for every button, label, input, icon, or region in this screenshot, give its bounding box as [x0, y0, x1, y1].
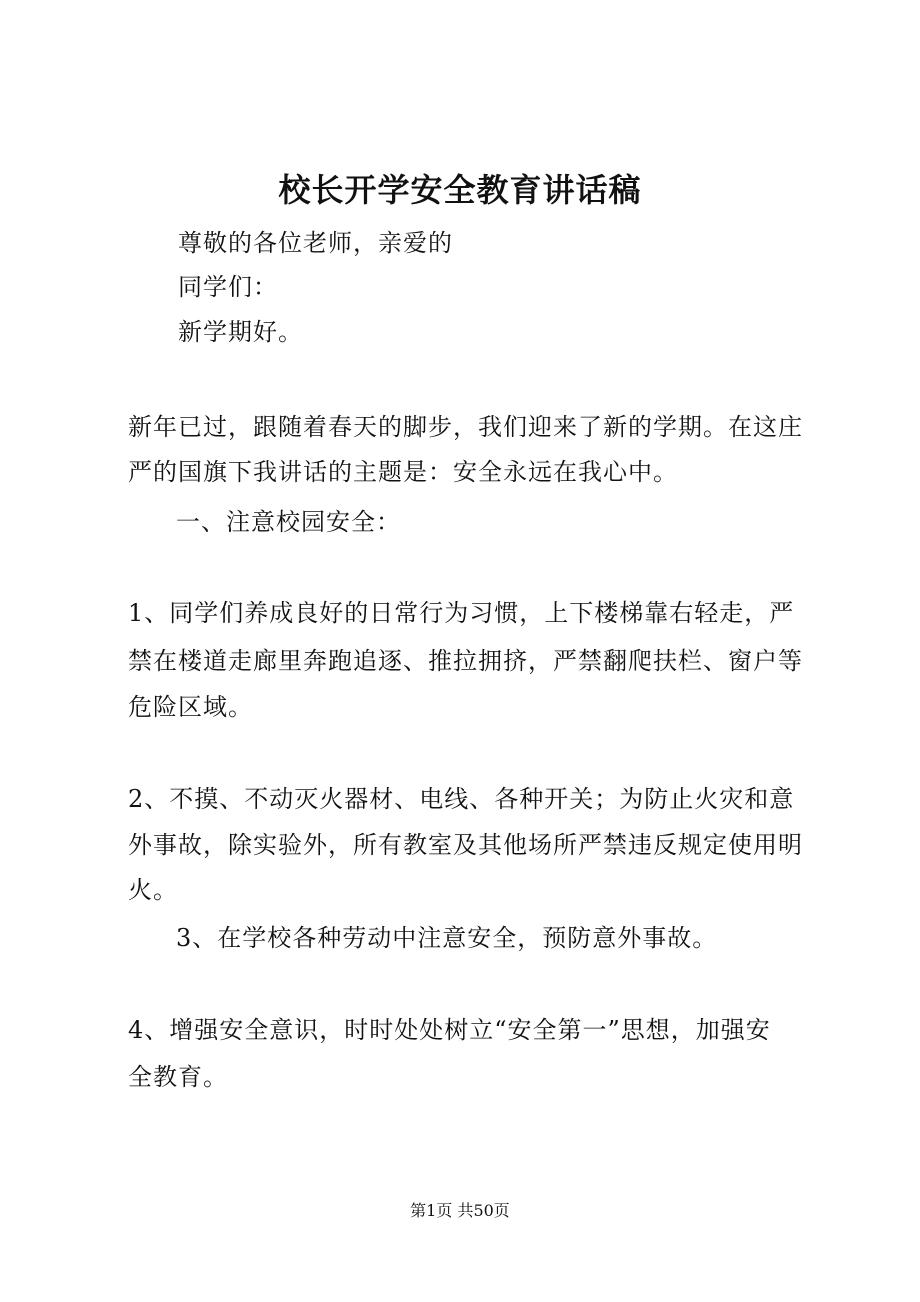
section-heading: 一、注意校园安全：	[176, 508, 401, 536]
greeting-line-2: 同学们：	[178, 273, 278, 301]
item2-line-2: 外事故，除实验外，所有教室及其他场所严禁违反规定使用明	[128, 831, 803, 859]
item1-line-2: 禁在楼道走廊里奔跑追逐、推拉拥挤，严禁翻爬扶栏、窗户等	[128, 647, 803, 675]
item1-line-3: 危险区域。	[128, 693, 253, 721]
greeting-line-3: 新学期好。	[178, 318, 303, 346]
page-footer: 第1页 共50页	[410, 1201, 510, 1220]
item1-line-1: 1、同学们养成良好的日常行为习惯，上下楼梯靠右轻走，严	[128, 599, 795, 627]
document-title: 校长开学安全教育讲话稿	[278, 171, 642, 209]
item4-line-2: 全教育。	[128, 1063, 228, 1091]
greeting-line-1: 尊敬的各位老师，亲爱的	[178, 229, 453, 257]
item3-line: 3、在学校各种劳动中注意安全，预防意外事故。	[176, 924, 718, 952]
intro-line-2: 严的国旗下我讲话的主题是：安全永远在我心中。	[128, 458, 678, 486]
item2-line-1: 2、不摸、不动灭火器材、电线、各种开关；为防止火灾和意	[128, 785, 795, 813]
item2-line-3: 火。	[128, 876, 178, 904]
intro-line-1: 新年已过，跟随着春天的脚步，我们迎来了新的学期。在这庄	[128, 413, 803, 441]
item4-line-1: 4、增强安全意识，时时处处树立“安全第一”思想，加强安	[128, 1016, 771, 1044]
